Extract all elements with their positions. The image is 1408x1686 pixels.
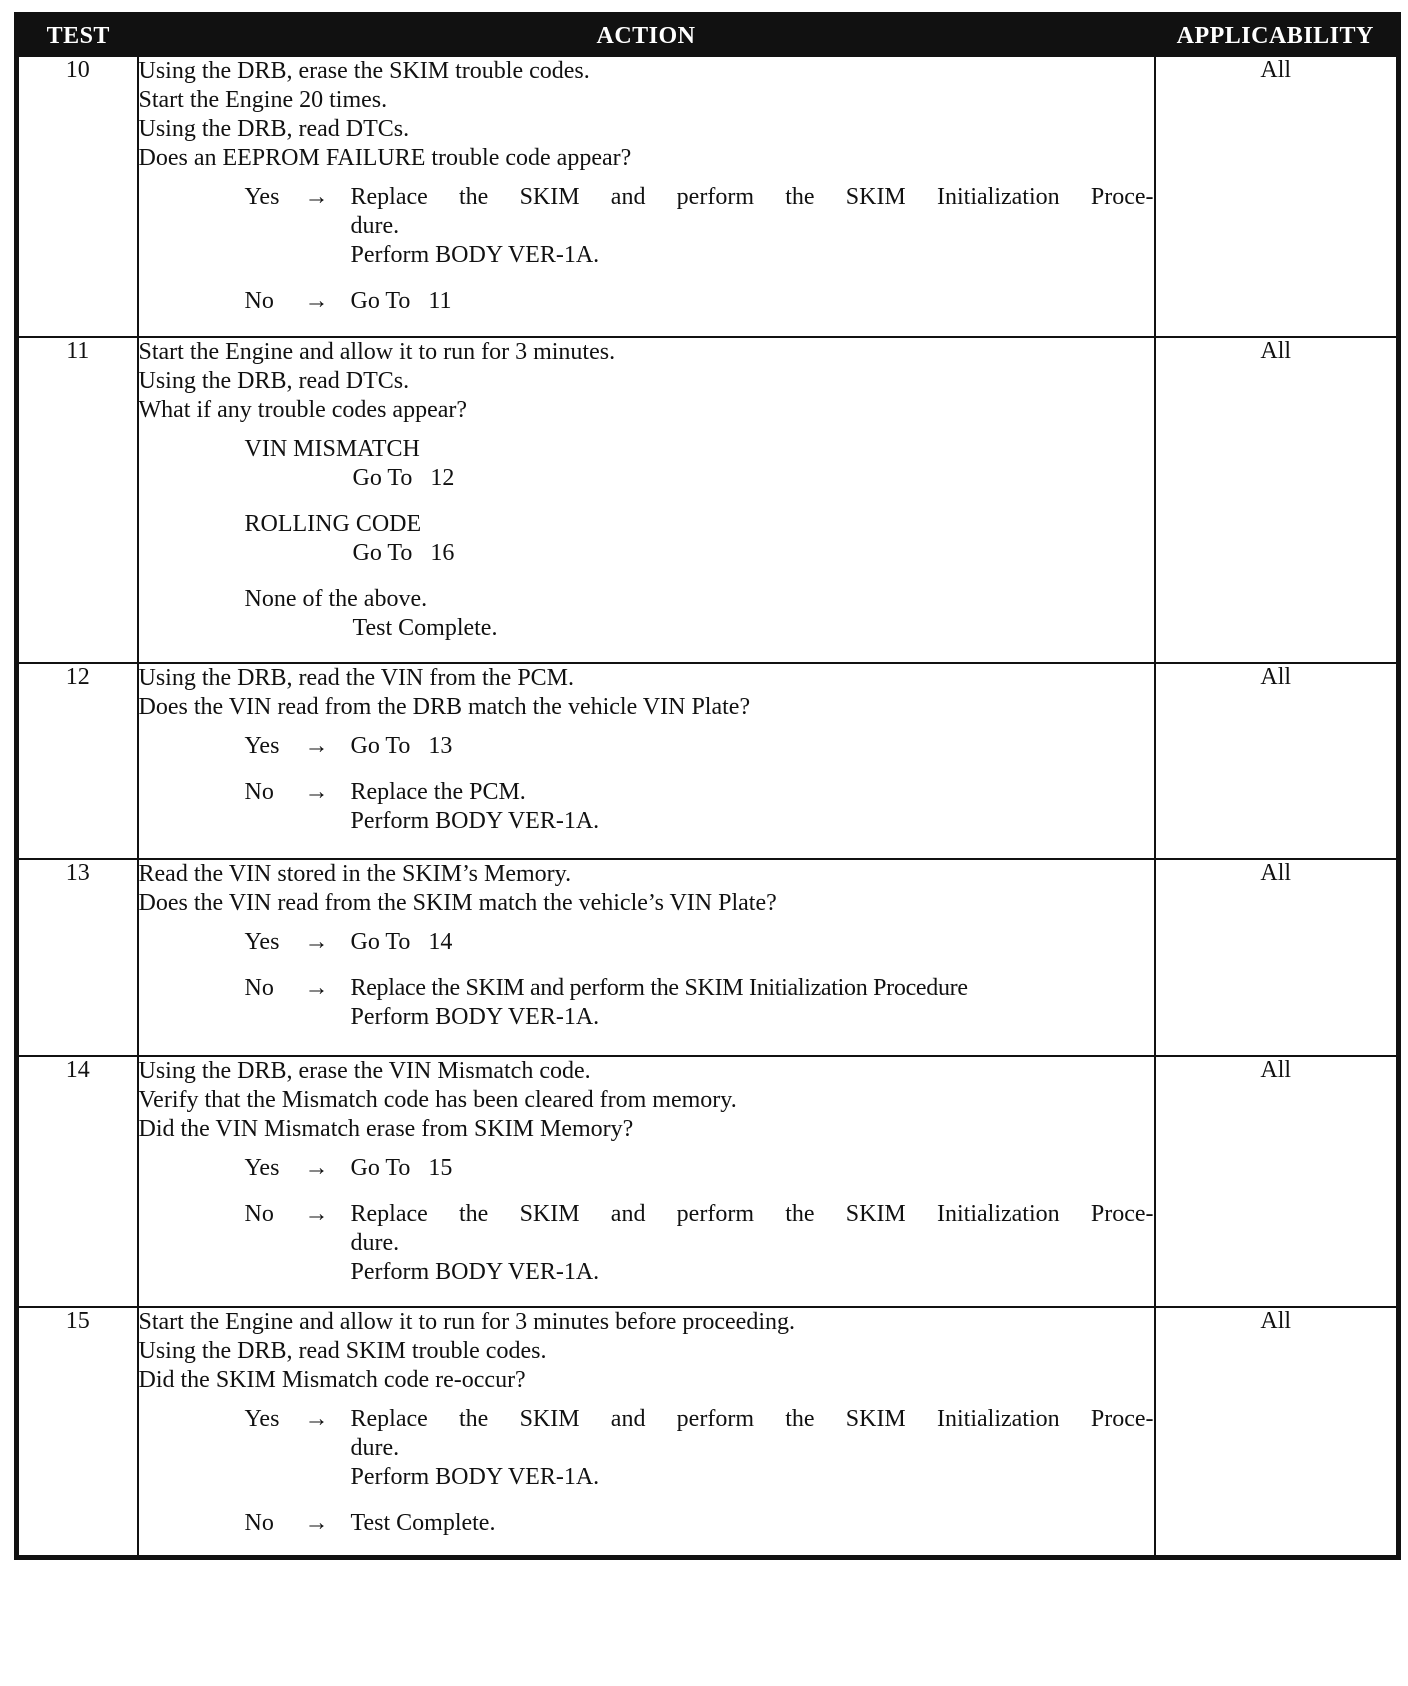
action-cell [138,663,1155,859]
answer-result [351,1154,1154,1183]
arrow-right-icon: → [304,779,329,805]
answer-label: Yes [244,929,280,955]
test-row-10 [17,56,1399,337]
action-line: Using the DRB, erase the VIN Mismatch code. [138,1058,591,1084]
arrow-right-icon: → [304,1510,329,1536]
action-line: Using the DRB, read DTCs. [138,116,410,142]
action-cell [138,56,1155,337]
answer-result [351,1405,1154,1492]
action-line: Did the VIN Mismatch erase from SKIM Memory? [138,1116,634,1142]
action-cell [138,1307,1155,1557]
answer-result [351,287,1154,316]
test-row-15 [17,1307,1399,1557]
action-line: Using the DRB, erase the SKIM trouble codes. [138,58,590,84]
applicability-cell: All [1155,663,1399,859]
test-row-13 [17,859,1399,1056]
result-line: Replace the PCM. [350,779,526,805]
option-label: ROLLING CODE [244,511,422,537]
goto-test-number: 15 [428,1155,453,1181]
goto-test-number: 13 [428,733,453,759]
result-line: Perform BODY VER-1A. [350,242,600,268]
answer-label: No [244,975,274,1001]
option-rolling-code [245,510,1154,568]
answer-result [351,778,1154,836]
action-line: Does the VIN read from the DRB match the vehicle VIN Plate? [138,694,751,720]
answer-yes [245,1154,1154,1183]
answer-no [245,1509,1154,1538]
answer-list [139,732,1154,836]
answer-label: No [244,779,274,805]
goto-text: Go To [350,929,411,955]
goto-text: Go To [350,1155,411,1181]
action-line: Does the VIN read from the SKIM match the vehicle’s VIN Plate? [138,890,777,916]
option-result: Test Complete. [352,615,498,641]
goto-text: Go To [350,733,411,759]
action-line: Using the DRB, read SKIM trouble codes. [138,1338,547,1364]
test-procedure-document [14,12,1396,1672]
action-line: Start the Engine 20 times. [138,87,388,113]
action-line: Start the Engine and allow it to run for 3 minutes before proceeding. [138,1309,795,1335]
answer-no [245,287,1154,316]
answer-label: No [244,1201,274,1227]
answer-result [351,183,1154,270]
answer-label: Yes [244,184,280,210]
arrow-right-icon: → [304,184,329,210]
option-goto [245,539,1154,568]
result-line: Replace the SKIM and perform the SKIM Initialization Proce- [350,184,1154,210]
result-line: dure. [350,213,400,239]
result-line: Replace the SKIM and perform the SKIM Initialization Proce- [350,1406,1154,1432]
applicability-cell: All [1155,859,1399,1056]
arrow-right-icon: → [304,1406,329,1432]
test-row-14 [17,1056,1399,1307]
result-line: Replace the SKIM and perform the SKIM Initialization Procedure [350,975,968,1001]
answer-list [139,183,1154,316]
result-line: Test Complete. [350,1510,496,1536]
result-line: Perform BODY VER-1A. [350,1259,600,1285]
answer-result [351,1509,1154,1538]
test-number: 12 [17,663,138,859]
answer-label: Yes [244,733,280,759]
action-cell [138,859,1155,1056]
result-line: Replace the SKIM and perform the SKIM Initialization Proce- [350,1201,1154,1227]
goto-test-number: 11 [428,288,452,314]
action-cell [138,337,1155,663]
test-row-11 [17,337,1399,663]
test-number: 11 [17,337,138,663]
answer-result [351,928,1154,957]
applicability-cell: All [1155,1056,1399,1307]
table-header-row [17,15,1399,57]
result-line: Perform BODY VER-1A. [350,1004,600,1030]
answer-label: Yes [244,1155,280,1181]
answer-yes [245,732,1154,761]
test-row-12 [17,663,1399,859]
arrow-right-icon: → [304,1201,329,1227]
answer-label: No [244,1510,274,1536]
option-vin-mismatch [245,435,1154,493]
answer-result [351,1200,1154,1287]
answer-yes [245,928,1154,957]
action-line: Using the DRB, read the VIN from the PCM. [138,665,575,691]
answer-no [245,974,1154,1032]
test-number: 10 [17,56,138,337]
answer-label: No [244,288,274,314]
answer-result [351,732,1154,761]
answer-no [245,1200,1154,1287]
action-cell [138,1056,1155,1307]
option-none [245,585,1154,643]
answer-result [351,974,1154,1032]
test-number: 14 [17,1056,138,1307]
result-line: dure. [350,1230,400,1256]
applicability-cell: All [1155,337,1399,663]
arrow-right-icon: → [304,1155,329,1181]
answer-yes [245,1405,1154,1492]
arrow-right-icon: → [304,929,329,955]
answer-list [139,928,1154,1032]
answer-no [245,778,1154,836]
answer-yes [245,183,1154,270]
test-number: 15 [17,1307,138,1557]
action-line: Read the VIN stored in the SKIM’s Memory. [138,861,572,887]
arrow-right-icon: → [304,288,329,314]
applicability-cell: All [1155,1307,1399,1557]
option-label: None of the above. [244,586,428,612]
option-label: VIN MISMATCH [244,436,420,462]
result-line: Perform BODY VER-1A. [350,808,600,834]
action-line: Verify that the Mismatch code has been cleared from memory. [138,1087,737,1113]
test-procedure-table [14,12,1401,1560]
header-action: ACTION [138,15,1155,57]
header-applicability: APPLICABILITY [1155,15,1399,57]
answer-label: Yes [244,1406,280,1432]
result-line: dure. [350,1435,400,1461]
arrow-right-icon: → [304,733,329,759]
test-number: 13 [17,859,138,1056]
action-line: Does an EEPROM FAILURE trouble code appear? [138,145,632,171]
action-line: Did the SKIM Mismatch code re-occur? [138,1367,526,1393]
answer-list [139,1154,1154,1287]
option-goto [245,464,1154,493]
answer-list [139,1405,1154,1538]
header-test: TEST [17,15,138,57]
result-line: Perform BODY VER-1A. [350,1464,600,1490]
goto-test-number: 14 [428,929,453,955]
applicability-cell: All [1155,56,1399,337]
action-line: Start the Engine and allow it to run for 3 minutes. [138,339,616,365]
option-list [139,435,1154,643]
arrow-right-icon: → [304,975,329,1001]
goto-test-number: 16 [430,540,455,566]
goto-test-number: 12 [430,465,455,491]
action-line: Using the DRB, read DTCs. [138,368,410,394]
goto-text: Go To [352,540,413,566]
action-line: What if any trouble codes appear? [138,397,468,423]
goto-text: Go To [352,465,413,491]
goto-text: Go To [350,288,411,314]
